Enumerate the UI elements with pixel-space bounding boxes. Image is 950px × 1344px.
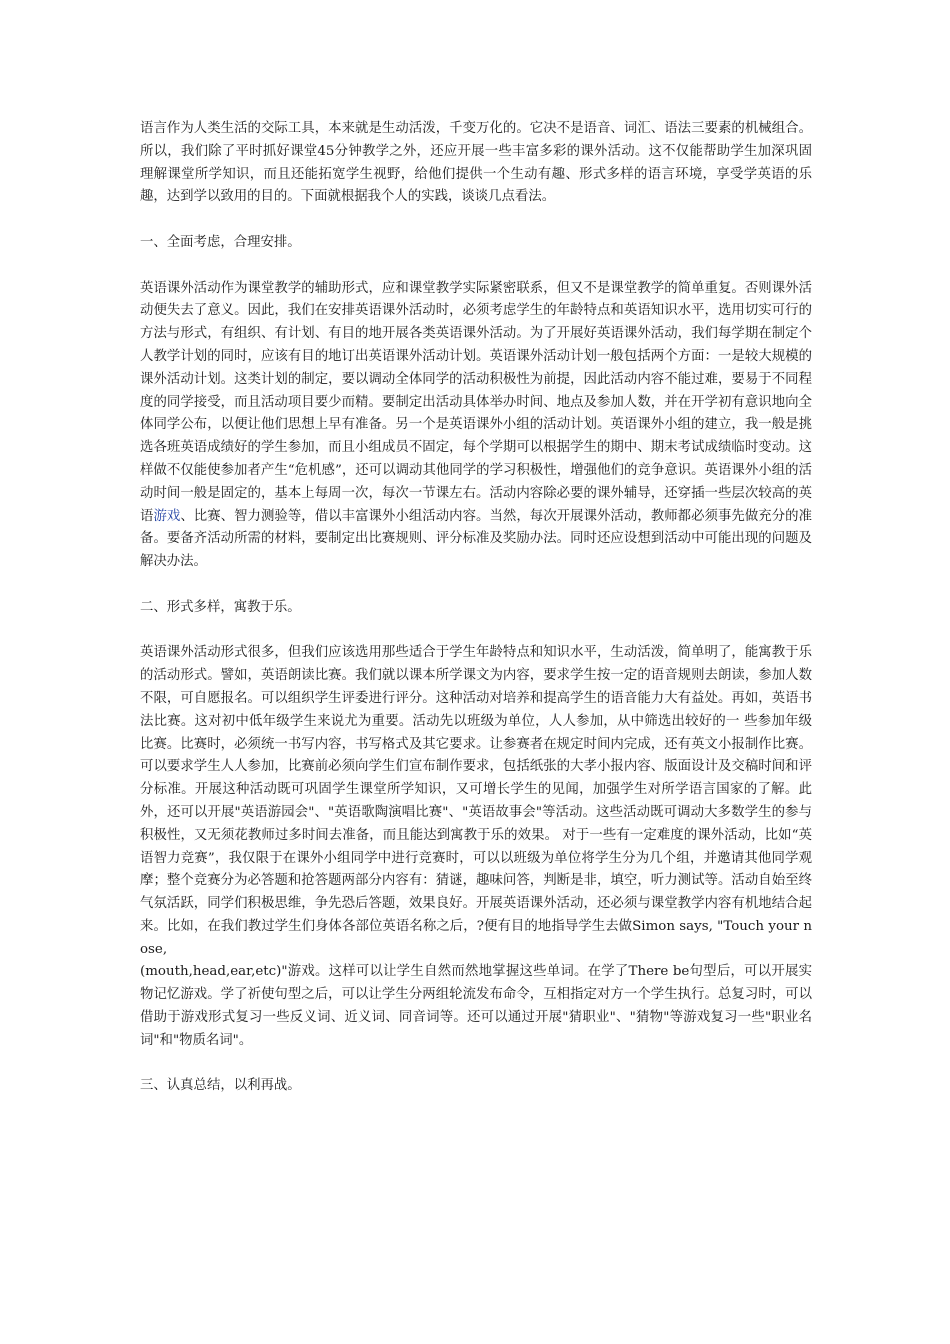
section-3-heading: 三、认真总结，以利再战。 <box>140 1078 301 1094</box>
paragraph-gap <box>140 209 812 232</box>
section-2-text-part1: 英语课外活动形式很多，但我们应该选用那些适合于学生年龄特点和知识水平，生动活泼，简单明了，能寓教于乐的活动形式。譬如，英语朗读比赛。我们就以课本所学课文为内容，要求学生按一定的语音规则去朗读，参加人数不限，可自愿报名。可以组织学生评委进行评分。这种活动对培养和提高学生的语音能力大有益处。再如，英语书法比赛。这对初中低年级学生来说尤为重要。活动先以班级为单位，人人参加，从中筛选出较好的一 些参加年级比赛。比赛时，必须统一书写内容，书写格式及其它要求。让参赛者在规定时间内完成，还有英文小报制作比赛。可以要求学生人人参加，比赛前必须向学生们宣布制作要求，包括纸张的大孝小报内容、版面设计及交稿时间和评分标准。开展这种活动既可巩固学生课堂所学知识，又可增长学生的见闻，加强学生对所学语言国家的了解。此外，还可以开展"英语游园会"、"英语歌陶演唱比赛"、"英语故事会"等活动。这些活动既可调动大多数学生的参与积极性，又无须花教师过多时间去准备，而且能达到寓教于乐的效果。 对于一些有一定难度的课外活动，比如“英语智力竞赛”，我仅限于在课外小组同学中进行竞赛时，可以以班级为单位将学生分为几个组，并邀请其他同学观摩；整个竞赛分为必答题和抢答题两部分内容有：猜谜，趣味问答，判断是非，填空，听力测试等。活动自始至终气氛活跃，同学们积极思维，争先恐后答题，效果良好。开展英语课外活动，还必须与课堂教学内容有机地结合起来。比如，在我们教过学生们身体各部位英语名称之后，?便有目的地指导学生去做Simon says, "Touch your nose, <box>140 645 812 957</box>
document-page <box>140 118 812 1098</box>
paragraph-gap <box>140 1053 812 1076</box>
section-1-heading: 一、全面考虑，合理安排。 <box>140 234 301 250</box>
section-2-text-part2: (mouth,head,ear,etc)"游戏。这样可以让学生自然而然地掌握这些单词。在学了There be句型后，可以开展实物记忆游戏。学了祈使句型之后，可以让学生分两组轮流发布命令，互相指定对方一个学生执行。总复习时，可以借助于游戏形式复习一些反义词、近义词、同音词等。还可以通过开展"猜职业"、"猜物"等游戏复习一些"职业名词"和"物质名词"。 <box>140 964 812 1048</box>
section-1-paragraph <box>140 278 812 574</box>
paragraph-gap <box>140 574 812 597</box>
paragraph-gap <box>140 255 812 278</box>
section-1-text-before-link: 英语课外活动作为课堂教学的辅助形式，应和课堂教学实际紧密联系，但又不是课堂教学的简单重复。否则课外活动便失去了意义。因此，我们在安排英语课外活动时，必须考虑学生的年龄特点和英语知识水平，选用切实可行的方法与形式，有组织、有计划、有目的地开展各类英语课外活动。为了开展好英语课外活动，我们每学期在制定个人教学计划的同时，应该有目的地订出英语课外活动计划。英语课外活动计划一般包括两个方面：一是较大规模的课外活动计划。这类计划的制定，要以调动全体同学的活动积极性为前提，因此活动内容不能过难，要易于不同程度的同学接受，而且活动项目要少而精。要制定出活动具体举办时间、地点及参加人数，并在开学初有意识地向全体同学公布，以便让他们思想上早有准备。另一个是英语课外小组的活动计划。英语课外小组的建立，我一般是挑选各班英语成绩好的学生参加，而且小组成员不固定，每个学期可以根据学生的期中、期末考试成绩临时变动。这样做不仅能使参加者产生“危机感”，还可以调动其他同学的学习积极性，增强他们的竞争意识。英语课外小组的活动时间一般是固定的，基本上每周一次，每次一节课左右。活动内容除必要的课外辅导，还穿插一些层次较高的英语 <box>140 280 812 524</box>
paragraph-gap <box>140 620 812 643</box>
section-1-text-after-link: 、比赛、智力测验等，借以丰富课外小组活动内容。当然，每次开展课外活动，教师都必须事先做充分的准备。要备齐活动所需的材料，要制定出比赛规则、评分标准及奖励办法。同时还应设想到活动中可能出现的问题及解决办法。 <box>140 508 813 570</box>
section-2-paragraph <box>140 642 812 1052</box>
intro-paragraph: 语言作为人类生活的交际工具，本来就是生动活泼，千变万化的。它决不是语音、词汇、语法三要素的机械组合。所以，我们除了平时抓好课堂45分钟教学之外，还应开展一些丰富多彩的课外活动。这不仅能帮助学生加深巩固理解课堂所学知识，而且还能拓宽学生视野，给他们提供一个生动有趣、形式多样的语言环境，享受学英语的乐趣，达到学以致用的目的。下面就根据我个人的实践，谈谈几点看法。 <box>140 121 812 205</box>
section-2-heading: 二、形式多样，寓教于乐。 <box>140 599 301 615</box>
games-link[interactable]: 游戏 <box>153 508 181 524</box>
